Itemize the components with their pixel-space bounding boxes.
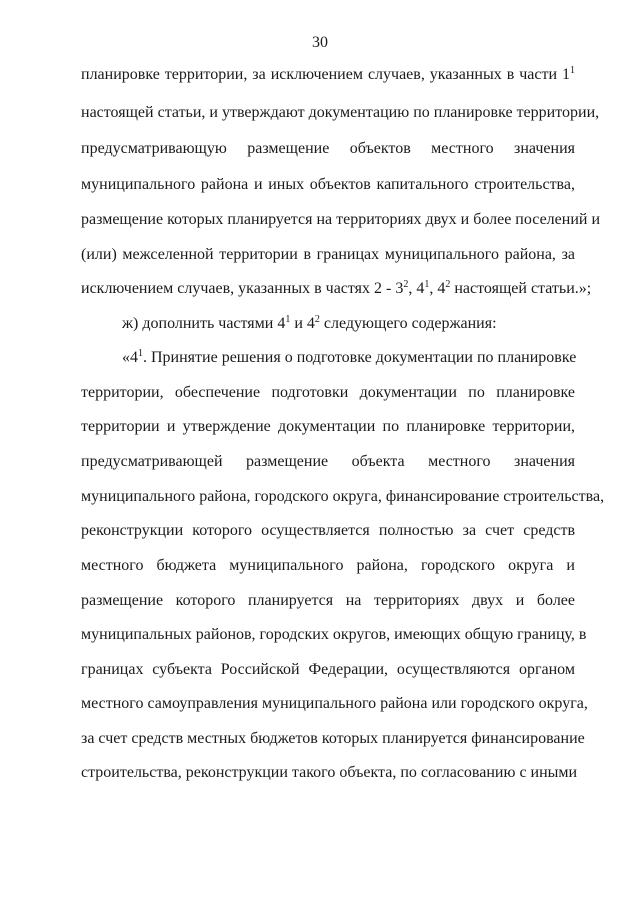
- superscript: 1: [570, 65, 575, 76]
- text-line-8: [122, 312, 575, 336]
- text-line-12: предусматривающей размещение объекта местного значения: [81, 453, 575, 470]
- text-line-5: размещение которых планируется на территориях двух и более поселений и: [81, 211, 600, 228]
- text-segment: ж) дополнить частями 4: [122, 315, 286, 332]
- text-line-1: [81, 63, 575, 87]
- text-line-7: [81, 277, 592, 301]
- text-line-21: строительства, реконструкции такого объекта, по согласованию с иными: [81, 764, 578, 781]
- text-line-16: размещение которого планируется на территориях двух и более: [81, 592, 575, 609]
- text-line-17: муниципальных районов, городских округов, имеющих общую границу, в: [81, 626, 587, 643]
- text-segment: следующего содержания:: [319, 315, 497, 332]
- text-line-11: территории и утверждение документации по планировке территории,: [81, 418, 575, 435]
- text-segment: , 4: [408, 280, 425, 297]
- text-line-19: местного самоуправления муниципального района или городского округа,: [81, 695, 588, 712]
- text-line-15: местного бюджета муниципального района, городского округа и: [81, 557, 575, 574]
- text-line-14: реконструкции которого осуществляется полностью за счет средств: [81, 522, 575, 539]
- text-line-18: границах субъекта Российской Федерации, осуществляются органом: [81, 661, 575, 678]
- text-line-4: муниципального района и иных объектов капитального строительства,: [81, 176, 575, 193]
- text-line-6: (или) межселенной территории в границах муниципального района, за: [81, 246, 575, 263]
- superscript: 2: [314, 314, 320, 325]
- text-line-2: настоящей статьи, и утверждают документацию по планировке территории,: [81, 104, 600, 121]
- text-line-9: [122, 346, 575, 370]
- text-segment: , 4: [429, 280, 446, 297]
- superscript: 1: [424, 279, 430, 290]
- text-segment: настоящей статьи.»;: [450, 280, 592, 297]
- page-number: 30: [312, 34, 328, 51]
- text-line-20: за счет средств местных бюджетов которых планируется финансирование: [81, 730, 585, 747]
- text-segment: «4: [122, 349, 138, 366]
- text-line-3: предусматривающую размещение объектов местного значения: [81, 140, 575, 157]
- superscript: 2: [445, 279, 451, 290]
- superscript: 1: [285, 314, 291, 325]
- superscript: 2: [403, 279, 409, 290]
- text-line-10: территории, обеспечение подготовки документации по планировке: [81, 384, 575, 401]
- text-segment: и 4: [290, 315, 315, 332]
- superscript: 1: [138, 348, 143, 359]
- text-line-13: муниципального района, городского округа, финансирование строительства,: [81, 488, 605, 505]
- text-segment: . Принятие решения о подготовке документации по планировке: [143, 349, 577, 366]
- text-segment: планировке территории, за исключением случаев, указанных в части 1: [81, 66, 570, 83]
- text-segment: исключением случаев, указанных в частях 2 - 3: [81, 280, 404, 297]
